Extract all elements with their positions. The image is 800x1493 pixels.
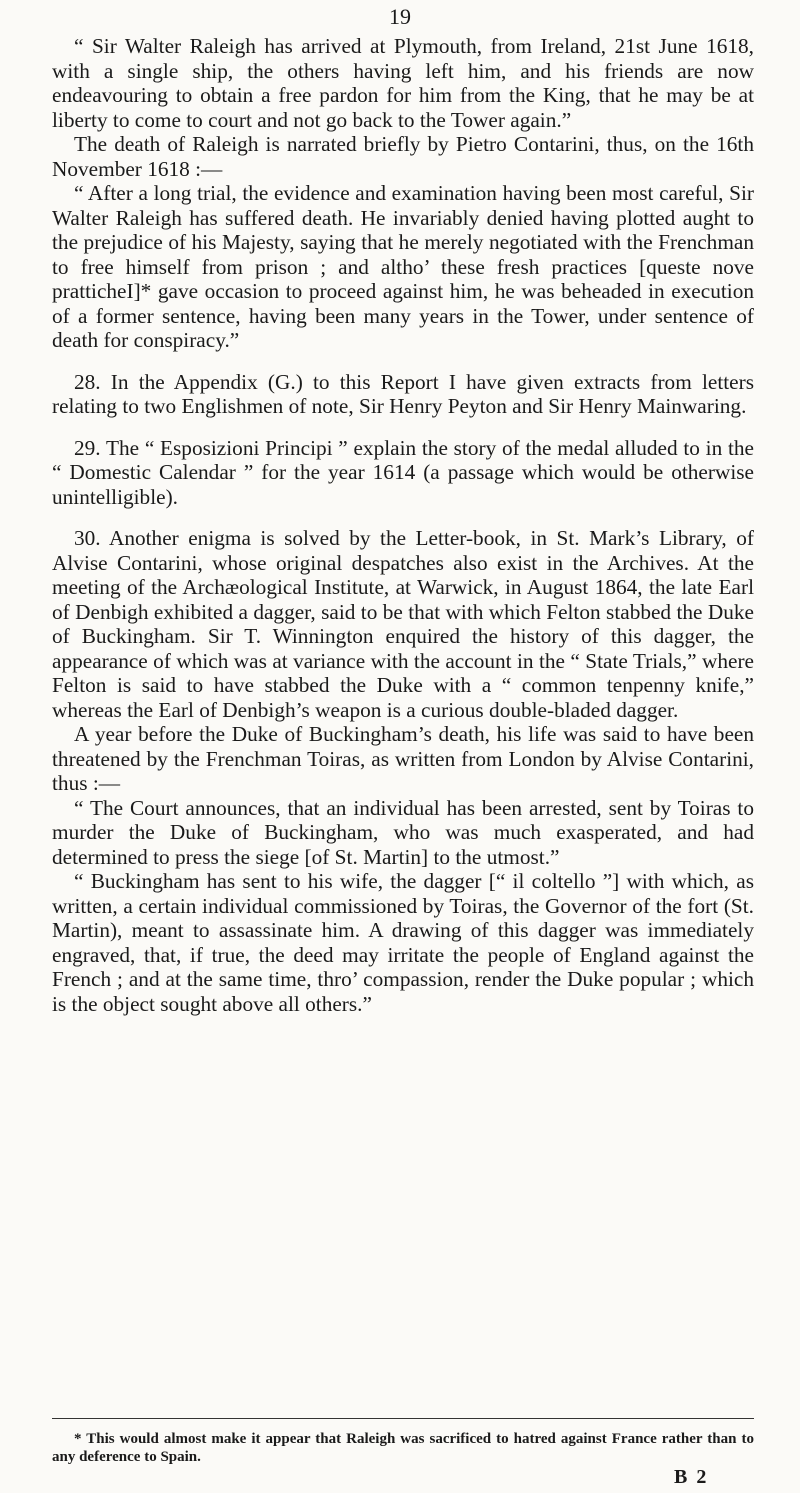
paragraph-section-30: 30. Another enigma is solved by the Letter-book, in St. Mark’s Library, of Alvise Contarini, whose original despatches also exist in the Archives. At the meeting of the Archæological Institute, at Warwick, in August 1864, the late Earl of Denbigh exhibited a dagger, said to be that with which Felton stabbed the Duke of Buckingham. Sir T. Winnington enquired the history of this dagger, the appearance of which was at variance with the account in the “ State Trials,” where Felton is said to have stabbed the Duke with a “ common tenpenny knife,” whereas the Earl of Denbigh’s weapon is a curious double-bladed dagger. bbox=[52, 526, 754, 722]
page-number: 19 bbox=[389, 4, 411, 29]
paragraph-court-announces: “ The Court announces, that an individual has been arrested, sent by Toiras to murder the Duke of Buckingham, who was much exasperated, and had determined to press the siege [of St. Martin] to the utmost.” bbox=[52, 795, 754, 869]
paragraph-raleigh-death-quote: “ After a long trial, the evidence and examination having been most careful, Sir Walter Raleigh has suffered death. He invariably denied having plotted aught to the prejudice of his Majesty, saying that he merely negotiated with the Frenchman to free himself from prison ; and altho’ these fresh practices [queste nove pratticheI]* gave occasion to proceed against him, he was beheaded in execution of a former sentence, having been many years in the Tower, under sentence of death for conspiracy.” bbox=[52, 181, 754, 352]
body-text bbox=[52, 34, 754, 1016]
paragraph-dagger-quote: “ Buckingham has sent to his wife, the dagger [“ il coltello ”] with which, as written, a certain individual commissioned by Toiras, the Governor of the fort (St. Martin), meant to assassinate him. A drawing of this dagger was immediately engraved, that, if true, the deed may irritate the people of England against the French ; and at the same time, thro’ compassion, render the Duke popular ; which is the object sought above all others.” bbox=[52, 869, 754, 1016]
paragraph-section-29: 29. The “ Esposizioni Principi ” explain the story of the medal alluded to in the “ Domestic Calendar ” for the year 1614 (a passage which would be otherwise unintelligible). bbox=[52, 435, 754, 509]
paragraph-raleigh-death-intro: The death of Raleigh is narrated briefly by Pietro Contarini, thus, on the 16th November 1618 :— bbox=[52, 132, 754, 181]
paragraph-raleigh-plymouth: “ Sir Walter Raleigh has arrived at Plymouth, from Ireland, 21st June 1618, with a single ship, the others having left him, and his friends are now endeavouring to obtain a free pardon for him from the King, that he may be at liberty to come to court and not go back to the Tower again.” bbox=[52, 34, 754, 132]
footnote: * This would almost make it appear that Raleigh was sacrificed to hatred against France rather than to any deference to Spain. bbox=[52, 1431, 754, 1465]
paragraph-section-28: 28. In the Appendix (G.) to this Report I have given extracts from letters relating to two Englishmen of note, Sir Henry Peyton and Sir Henry Mainwaring. bbox=[52, 369, 754, 418]
footnote-divider bbox=[52, 1418, 754, 1419]
paragraph-buckingham-threat: A year before the Duke of Buckingham’s death, his life was said to have been threatened by the Frenchman Toiras, as written from London by Alvise Contarini, thus :— bbox=[52, 722, 754, 795]
signature-mark: B 2 bbox=[674, 1466, 709, 1488]
